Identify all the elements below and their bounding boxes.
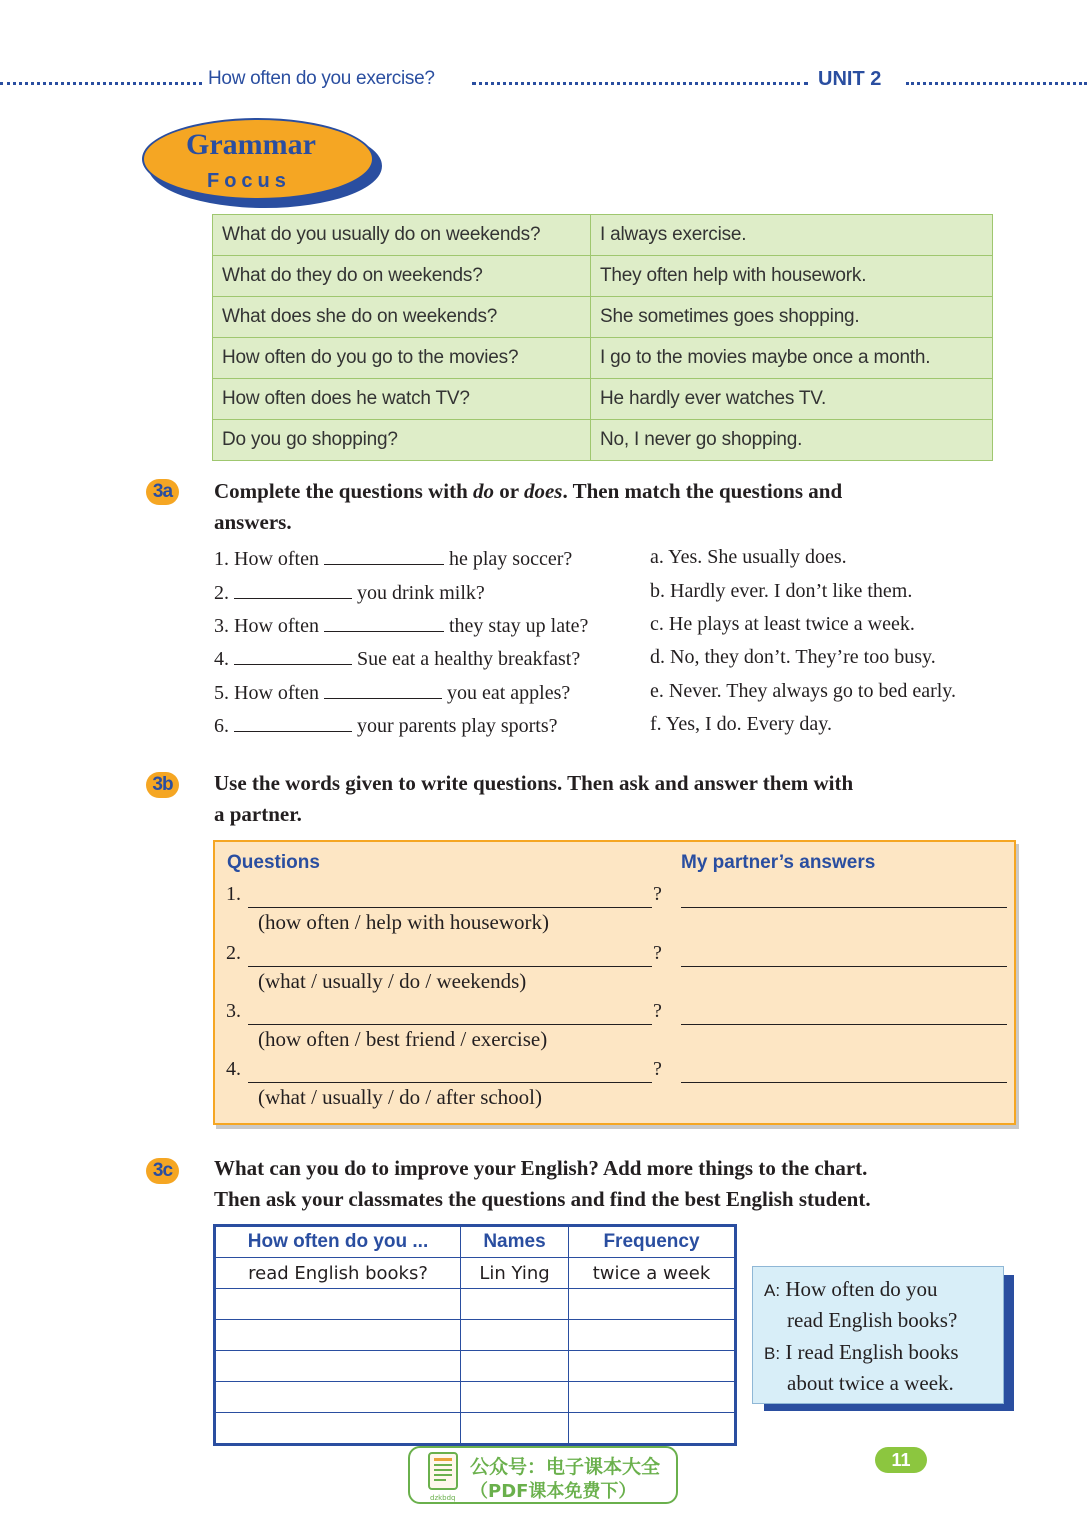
table-cell: She sometimes goes shopping. [591,297,993,338]
table-row [213,256,993,297]
table-cell[interactable] [461,1320,569,1351]
header-dots-right [906,82,1087,85]
unit-label: UNIT 2 [818,68,882,90]
table-cell[interactable] [461,1413,569,1445]
table-row [213,420,993,461]
table-cell: How often do you go to the movies? [213,338,591,379]
book-icon [428,1452,458,1490]
question-1 [214,546,572,571]
question-5 [214,680,570,705]
question-mark: ? [653,883,662,905]
dialogue-text: How often do you [785,1277,938,1301]
instructions-3b [214,768,853,830]
table-cell: How often does he watch TV? [213,379,591,420]
instr-text: or [494,479,524,503]
question-suffix: your parents play sports? [357,715,558,737]
table-cell[interactable] [569,1320,736,1351]
table-cell: I always exercise. [591,215,993,256]
table-cell: What do you usually do on weekends? [213,215,591,256]
watermark-line2: （PDF课本免费下） [470,1481,637,1502]
table-cell[interactable] [569,1351,736,1382]
answer-blank[interactable] [324,613,444,632]
question-line[interactable] [248,1082,652,1083]
survey-table [213,1224,737,1446]
grammar-table [212,214,993,461]
question-suffix: he play soccer? [448,548,573,570]
instr-text: Then ask your classmates the questions and find the best English student. [214,1187,871,1211]
table-cell: No, I never go shopping. [591,420,993,461]
answer-line[interactable] [681,907,1007,908]
instructions-3a [214,476,842,538]
item-number: 4. [226,1058,241,1080]
page-number: 11 [875,1447,927,1473]
table-row[interactable] [215,1382,736,1413]
column-header: Names [461,1226,569,1258]
badge-subtitle: Focus [207,170,291,192]
table-cell[interactable] [215,1382,461,1413]
question-line[interactable] [248,907,652,908]
table-cell[interactable] [215,1320,461,1351]
table-cell: I go to the movies maybe once a month. [591,338,993,379]
table-cell[interactable] [215,1289,461,1320]
table-cell: They often help with housework. [591,256,993,297]
question-prefix: 1. How often [214,548,319,570]
instr-text: Use the words given to write questions. Then ask and answer them with [214,771,854,795]
watermark-line1: 公众号：电子课本大全 [470,1456,661,1478]
question-mark: ? [653,942,662,964]
table-cell[interactable] [569,1413,736,1445]
table-header-row [215,1226,736,1258]
table-cell[interactable] [461,1351,569,1382]
question-suffix: they stay up late? [448,615,589,637]
item-number: 2. [226,942,241,964]
word-do: do [473,479,495,503]
speaker-label: A: [764,1281,781,1300]
section-tag-3b: 3b [146,772,179,798]
question-3 [214,613,588,638]
table-row [213,338,993,379]
answer-blank[interactable] [234,713,352,732]
column-header: How often do you ... [215,1226,461,1258]
table-row [213,379,993,420]
table-row[interactable] [215,1351,736,1382]
question-prefix: 5. How often [214,682,319,704]
hint-text: (how often / help with housework) [258,910,550,934]
table-cell: twice a week [569,1258,736,1289]
dialogue-line-a [764,1277,938,1302]
question-mark: ? [653,1000,662,1022]
table-row [213,215,993,256]
answer-line[interactable] [681,1082,1007,1083]
header-dots-middle [472,82,808,85]
item-number: 1. [226,883,241,905]
badge-title: Grammar [186,128,316,161]
question-suffix: you eat apples? [446,682,571,704]
question-prefix: 3. How often [214,615,319,637]
dialogue-line-a2: read English books? [787,1308,958,1332]
question-line[interactable] [248,1024,652,1025]
table-cell: Lin Ying [461,1258,569,1289]
question-2 [214,580,485,605]
dialogue-line-b [764,1340,959,1365]
table-row [215,1258,736,1289]
question-prefix: 2. [214,582,229,604]
partner-answers-heading: My partner’s answers [681,852,876,873]
table-cell[interactable] [569,1382,736,1413]
table-cell: What do they do on weekends? [213,256,591,297]
instr-text: Complete the questions with [214,479,474,503]
answer-blank[interactable] [324,680,442,699]
dialogue-line-b2: about twice a week. [787,1371,954,1395]
answer-e: e. Never. They always go to bed early. [650,680,957,702]
instr-text: a partner. [214,802,302,826]
section-tag-3c: 3c [146,1158,179,1184]
table-row [213,297,993,338]
question-suffix: Sue eat a healthy breakfast? [357,648,581,670]
table-cell[interactable] [215,1351,461,1382]
table-row[interactable] [215,1320,736,1351]
table-row[interactable] [215,1289,736,1320]
speaker-label: B: [764,1344,781,1363]
answer-d: d. No, they don’t. They’re too busy. [650,646,936,668]
table-cell[interactable] [569,1289,736,1320]
instructions-3c [214,1153,871,1215]
table-cell[interactable] [461,1382,569,1413]
question-4 [214,646,580,671]
question-line[interactable] [248,966,652,967]
table-row[interactable] [215,1413,736,1445]
instr-text: answers. [214,510,292,534]
answer-line[interactable] [681,966,1007,967]
answer-c: c. He plays at least twice a week. [650,613,915,635]
header-dots-left [0,82,202,85]
table-cell[interactable] [215,1413,461,1445]
column-header: Frequency [569,1226,736,1258]
table-cell: He hardly ever watches TV. [591,379,993,420]
question-suffix: you drink milk? [357,582,485,604]
answer-blank[interactable] [234,580,352,599]
hint-text: (how often / best friend / exercise) [258,1027,548,1051]
answer-blank[interactable] [234,646,352,665]
section-tag-3a: 3a [146,479,179,505]
dialogue-text: I read English books [785,1340,959,1364]
table-cell: Do you go shopping? [213,420,591,461]
question-prefix: 4. [214,648,229,670]
hint-text: (what / usually / do / weekends) [258,969,527,993]
answer-blank[interactable] [324,546,444,565]
instr-text: What can you do to improve your English? Add more things to the chart. [214,1156,868,1180]
answer-a: a. Yes. She usually does. [650,546,847,568]
answer-b: b. Hardly ever. I don’t like them. [650,580,913,602]
word-does: does [523,479,563,503]
question-6 [214,713,558,738]
watermark-sub: dzkbdq [430,1494,456,1502]
question-mark: ? [653,1058,662,1080]
questions-heading: Questions [227,852,320,873]
answer-line[interactable] [681,1024,1007,1025]
header-title: How often do you exercise? [208,68,435,89]
answer-f: f. Yes, I do. Every day. [650,713,833,735]
item-number: 3. [226,1000,241,1022]
hint-text: (what / usually / do / after school) [258,1085,543,1109]
instr-text: . Then match the questions and [562,479,843,503]
table-cell: What does she do on weekends? [213,297,591,338]
table-cell[interactable] [461,1289,569,1320]
table-cell: read English books? [215,1258,461,1289]
question-prefix: 6. [214,715,229,737]
